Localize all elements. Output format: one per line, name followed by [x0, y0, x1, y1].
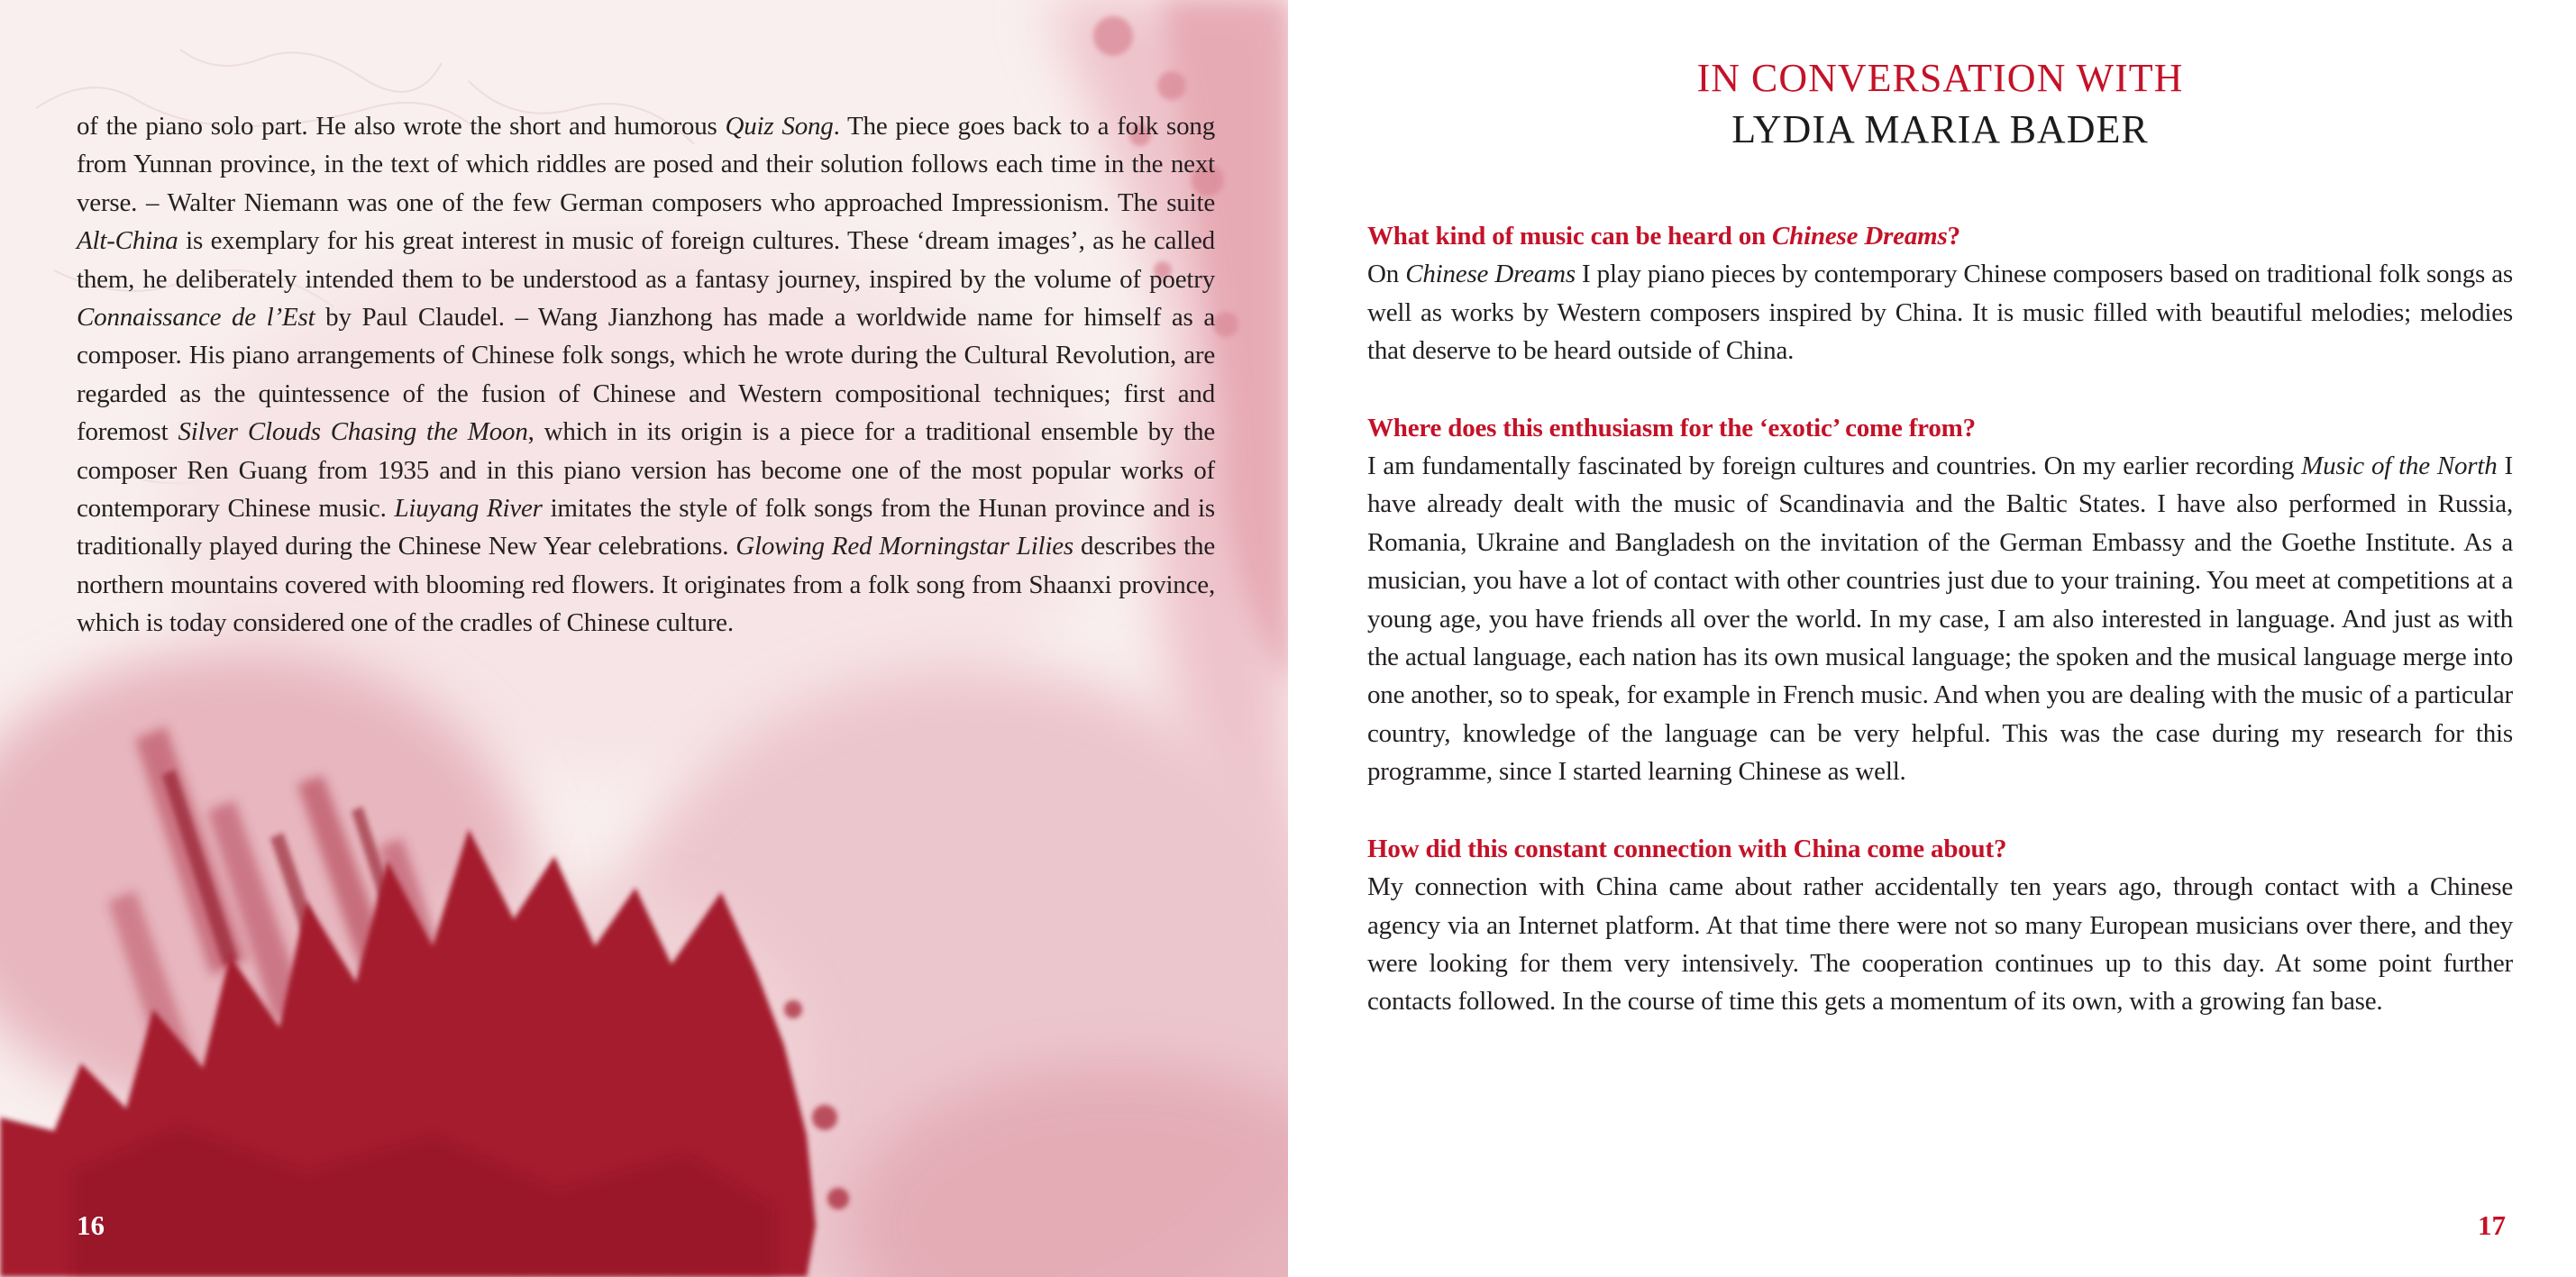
- interview-title-line1: IN CONVERSATION WITH: [1696, 56, 2184, 100]
- page-number-right: 17: [2478, 1209, 2506, 1241]
- interview-question: Where does this enthusiasm for the ‘exotic’ come from?: [1367, 413, 1976, 442]
- interview-answer: I am fundamentally fascinated by foreign cultures and countries. On my earlier recording Music of the North I have already dealt with the music of Scandinavia and the Baltic States. I have also performed in Russia, Romania, Ukraine and Bangladesh on the invitation of the German Embassy and the Goethe Institute. As a musician, you have a lot of contact with other countries just due to your training. You meet at competitions at a young age, you have friends all over the world. In my case, I am also interested in language. And just as with the actual language, each nation has its own musical language; the spoken and the musical language merge into one another, so to speak, for example in French music. And when you are dealing with the music of a particular country, knowledge of the language can be very helpful. This was the case during my research for this programme, since I started learning Chinese as well.: [1367, 452, 2513, 787]
- page-number-left: 16: [77, 1209, 105, 1241]
- interview-qa-list: [1367, 217, 2513, 1021]
- left-page-paragraph: of the piano solo part. He also wrote the short and humorous Quiz Song. The piece goes back to a folk song from Yunnan province, in the text of which riddles are posed and their solution follows each time in the next verse. – Walter Niemann was one of the few German composers who approached Impressionism. The suite Alt-China is exemplary for his great interest in music of foreign cultures. These ‘dream images’, as he called them, he deliberately intended them to be understood as a fantasy journey, inspired by the volume of poetry Connaissance de l’Est by Paul Claudel. – Wang Jianzhong has made a worldwide name for himself as a composer. His piano arrangements of Chinese folk songs, which he wrote during the Cultural Revolution, are regarded as the quintessence of the fusion of Chinese and Western compositional techniques; first and foremost Silver Clouds Chasing the Moon, which in its origin is a piece for a traditional ensemble by the composer Ren Guang from 1935 and in this piano version has become one of the most popular works of contemporary Chinese music. Liuyang River imitates the style of folk songs from the Hunan province and is traditionally played during the Chinese New Year celebrations. Glowing Red Morningstar Lilies describes the northern mountains covered with blooming red flowers. It originates from a folk song from Shaanxi province, which is today considered one of the cradles of Chinese culture.: [77, 112, 1216, 638]
- interview-title: [1367, 52, 2513, 155]
- interview-answer: My connection with China came about rather accidentally ten years ago, through contact with a Chinese agency via an Internet platform. At that time there were not so many European musicians over there, and they were looking for them very intensively. The cooperation continues up to this day. At some point further contacts followed. In the course of time this gets a momentum of its own, with a growing fan base.: [1367, 872, 2513, 1017]
- interview-question: How did this constant connection with China come about?: [1367, 834, 2007, 863]
- page-right: [1288, 0, 2576, 1277]
- interview-question: What kind of music can be heard on Chinese Dreams?: [1367, 222, 1960, 251]
- interview-answer: On Chinese Dreams I play piano pieces by contemporary Chinese composers based on traditional folk songs as well as works by Western composers inspired by China. It is music filled with beautiful melodies; melodies that deserve to be heard outside of China.: [1367, 260, 2513, 366]
- qa-block: [1367, 217, 2513, 370]
- qa-block: [1367, 409, 2513, 791]
- interview-title-line2: LYDIA MARIA BADER: [1731, 107, 2149, 151]
- qa-block: [1367, 830, 2513, 1021]
